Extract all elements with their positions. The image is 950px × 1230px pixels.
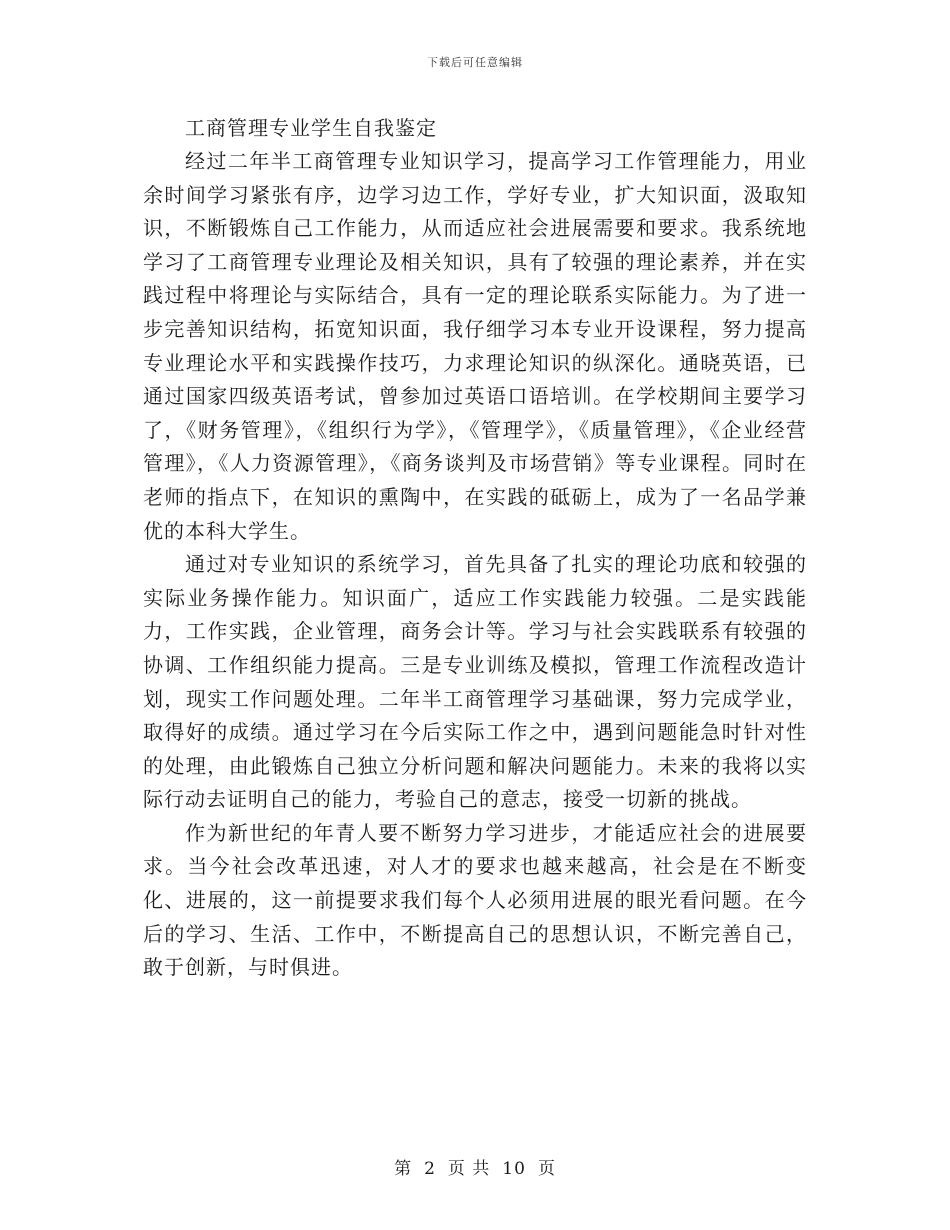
paragraph-3: 作为新世纪的年青人要不断努力学习进步，才能适应社会的进展要求。当今社会改革迅速，对人才的要求也越来越高，社会是在不断变化、进展的，这一前提要求我们每个人必须用进展的眼光看问题。在今后的学习、生活、工作中，不断提高自己的思想认识，不断完善自己，敢于创新，与时俱进。 [143, 820, 807, 980]
footer-total-pages: 10 [502, 1159, 526, 1179]
document-title: 工商管理专业学生自我鉴定 [185, 116, 437, 140]
paragraph-1: 经过二年半工商管理专业知识学习，提高学习工作管理能力，用业余时间学习紧张有序，边学习边工作，学好专业，扩大知识面，汲取知识，不断锻炼自己工作能力，从而适应社会进展需要和要求。我系统地学习了工商管理专业理论及相关知识，具有了较强的理论素养，并在实践过程中将理论与实际结合，具有一定的理论联系实际能力。为了进一步完善知识结构，拓宽知识面，我仔细学习本专业开设课程，努力提高专业理论水平和实践操作技巧，力求理论知识的纵深化。通晓英语，已通过国家四级英语考试，曾参加过英语口语培训。在学校期间主要学习了，《财务管理》，《组织行为学》，《管理学》，《质量管理》，《企业经营管理》，《人力资源管理》，《商务谈判及市场营销》等专业课程。同时在老师的指点下，在知识的熏陶中，在实践的砥砺上，成为了一名品学兼优的本科大学生。 [143, 149, 807, 543]
footer-middle: 页 共 [447, 1159, 491, 1179]
document-body [143, 112, 807, 985]
page-header: 下载后可任意编辑 [427, 56, 523, 69]
footer-suffix: 页 [537, 1159, 556, 1179]
paragraph-2: 通过对专业知识的系统学习，首先具备了扎实的理论功底和较强的实际业务操作能力。知识面广，适应工作实践能力较强。二是实践能力，工作实践，企业管理，商务会计等。学习与社会实践联系有较强的协调、工作组织能力提高。三是专业训练及模拟，管理工作流程改造计划，现实工作问题处理。二年半工商管理学习基础课，努力完成学业，取得好的成绩。通过学习在今后实际工作之中，遇到问题能急时针对性的处理，由此锻炼自己独立分析问题和解决问题能力。未来的我将以实际行动去证明自己的能力，考验自己的意志，接受一切新的挑战。 [143, 552, 807, 812]
page-footer [0, 1154, 950, 1179]
footer-prefix: 第 [394, 1159, 413, 1179]
footer-page-number: 2 [424, 1159, 436, 1179]
